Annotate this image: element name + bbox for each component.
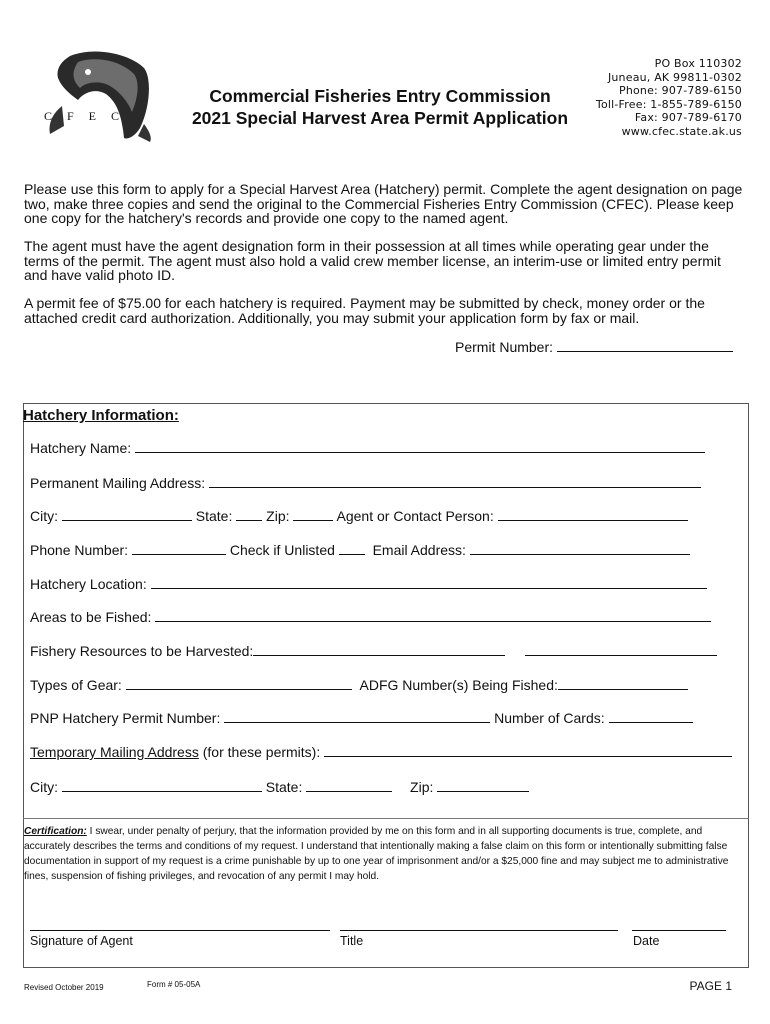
form-title-line2: 2021 Special Harvest Area Permit Application bbox=[191, 108, 569, 128]
certification-body: I swear, under penalty of perjury, that the information provided by me on this form and in all supporting documents is true, complete, and accurately describes the terms and conditions of my request. I understand that intentionally making a false claim on this form or intentionally submitting false documentation in support of my request is a crime punishable by up to one year of imprisonment and/or a $25,000 fine and may subject me to administrative fines, suspension of fishing privileges, and revocation of any permit I may hold. bbox=[24, 826, 729, 882]
phone-input[interactable] bbox=[132, 543, 226, 555]
gear-adfg-row bbox=[30, 677, 688, 693]
mailing-address-row bbox=[30, 475, 701, 491]
city2-label: City: bbox=[30, 779, 58, 795]
state-label: State: bbox=[195, 508, 233, 524]
permit-number-field bbox=[455, 339, 733, 355]
agent-input[interactable] bbox=[498, 509, 688, 521]
email-input[interactable] bbox=[470, 543, 690, 555]
mailing-address-label: Permanent Mailing Address: bbox=[30, 475, 206, 491]
gear-label: Types of Gear: bbox=[30, 677, 122, 693]
temp-address-row bbox=[30, 744, 732, 760]
resources-label: Fishery Resources to be Harvested: bbox=[30, 643, 254, 659]
zip2-label: Zip: bbox=[410, 779, 434, 795]
certification-divider bbox=[23, 818, 749, 819]
city-state-zip-row-2 bbox=[30, 779, 529, 795]
state2-label: State: bbox=[265, 779, 303, 795]
location-label: Hatchery Location: bbox=[30, 576, 147, 592]
areas-input[interactable] bbox=[155, 610, 711, 622]
signature-input[interactable] bbox=[30, 930, 330, 931]
gear-input[interactable] bbox=[126, 678, 352, 690]
intro-paragraph-1: Please use this form to apply for a Special Harvest Area (Hatchery) permit. Complete the agent designation on page two, make three copies and send the original to the Commercial Fisheries Entry Commission (CFEC). Please keep one copy for the hatchery's records and provide one copy to the named agent. bbox=[24, 181, 743, 226]
contact-city: Juneau, AK 99811-0302 bbox=[607, 70, 742, 84]
resources-input-1[interactable] bbox=[253, 644, 505, 656]
revised-date: Revised October 2019 bbox=[24, 983, 104, 992]
contact-phone: Phone: 907-789-6150 bbox=[618, 84, 742, 97]
city-label: City: bbox=[30, 508, 58, 524]
date-label: Date bbox=[633, 934, 660, 948]
zip-label: Zip: bbox=[266, 508, 290, 524]
page-number: PAGE 1 bbox=[689, 979, 732, 993]
logo-text: C F E C bbox=[44, 109, 126, 123]
signature-label: Signature of Agent bbox=[30, 934, 133, 948]
temp-address-suffix: (for these permits): bbox=[198, 744, 321, 760]
contact-block bbox=[596, 57, 742, 138]
phone-label: Phone Number: bbox=[30, 542, 129, 558]
areas-label: Areas to be Fished: bbox=[30, 609, 152, 625]
temp-address-input[interactable] bbox=[324, 745, 732, 757]
state-input[interactable] bbox=[236, 509, 262, 521]
hatchery-section-heading: Hatchery Information: bbox=[23, 407, 179, 424]
city2-input[interactable] bbox=[62, 780, 262, 792]
title-label: Title bbox=[340, 934, 364, 948]
pnp-input[interactable] bbox=[224, 711, 490, 723]
hatchery-location-row bbox=[30, 576, 707, 592]
pnp-label: PNP Hatchery Permit Number: bbox=[30, 710, 221, 726]
state2-input[interactable] bbox=[306, 780, 392, 792]
temp-address-label: Temporary Mailing Address bbox=[30, 744, 199, 760]
city-state-zip-row bbox=[30, 508, 688, 524]
adfg-input[interactable] bbox=[558, 678, 688, 690]
resources-row bbox=[30, 643, 717, 659]
permit-number-label: Permit Number: bbox=[455, 339, 554, 355]
contact-toll-free: Toll-Free: 1-855-789-6150 bbox=[595, 97, 742, 111]
hatchery-name-row bbox=[30, 440, 705, 456]
phone-email-row bbox=[30, 542, 690, 558]
zip2-input[interactable] bbox=[437, 780, 529, 792]
agent-label: Agent or Contact Person: bbox=[336, 508, 494, 524]
adfg-label: ADFG Number(s) Being Fished: bbox=[359, 677, 558, 693]
form-number: Form # 05-05A bbox=[147, 980, 201, 989]
email-label: Email Address: bbox=[372, 542, 466, 558]
permit-number-input[interactable] bbox=[557, 340, 733, 352]
pnp-row bbox=[30, 710, 693, 726]
areas-row bbox=[30, 609, 711, 625]
contact-po-box: PO Box 110302 bbox=[654, 57, 742, 70]
location-input[interactable] bbox=[151, 577, 707, 589]
hatchery-name-input[interactable] bbox=[135, 441, 705, 453]
unlisted-label: Check if Unlisted bbox=[229, 542, 335, 558]
certification-label: Certification: bbox=[24, 826, 87, 837]
certification-text bbox=[24, 824, 744, 884]
resources-input-2[interactable] bbox=[525, 644, 717, 656]
title-input[interactable] bbox=[340, 930, 618, 931]
cards-label: Number of Cards: bbox=[494, 710, 605, 726]
unlisted-checkbox[interactable] bbox=[339, 543, 365, 555]
date-input[interactable] bbox=[632, 930, 726, 931]
contact-fax: Fax: 907-789-6170 bbox=[634, 111, 742, 124]
contact-website: www.cfec.state.ak.us bbox=[621, 124, 742, 138]
city-input[interactable] bbox=[62, 509, 192, 521]
cfec-logo bbox=[40, 48, 155, 143]
cards-input[interactable] bbox=[609, 711, 693, 723]
mailing-address-input[interactable] bbox=[209, 476, 701, 488]
form-title-line1: Commercial Fisheries Entry Commission bbox=[209, 86, 551, 106]
intro-paragraph-2: The agent must have the agent designation form in their possession at all times while operating gear under the terms of the permit. The agent must also hold a valid crew member license, an interim-use or limited entry permit and have valid photo ID. bbox=[24, 238, 721, 283]
intro-paragraph-3: A permit fee of $75.00 for each hatchery is required. Payment may be submitted by check, money order or the attached credit card authorization. Additionally, you may submit your application form by fax or mail. bbox=[24, 295, 705, 326]
zip-input[interactable] bbox=[293, 509, 333, 521]
hatchery-name-label: Hatchery Name: bbox=[30, 440, 132, 456]
